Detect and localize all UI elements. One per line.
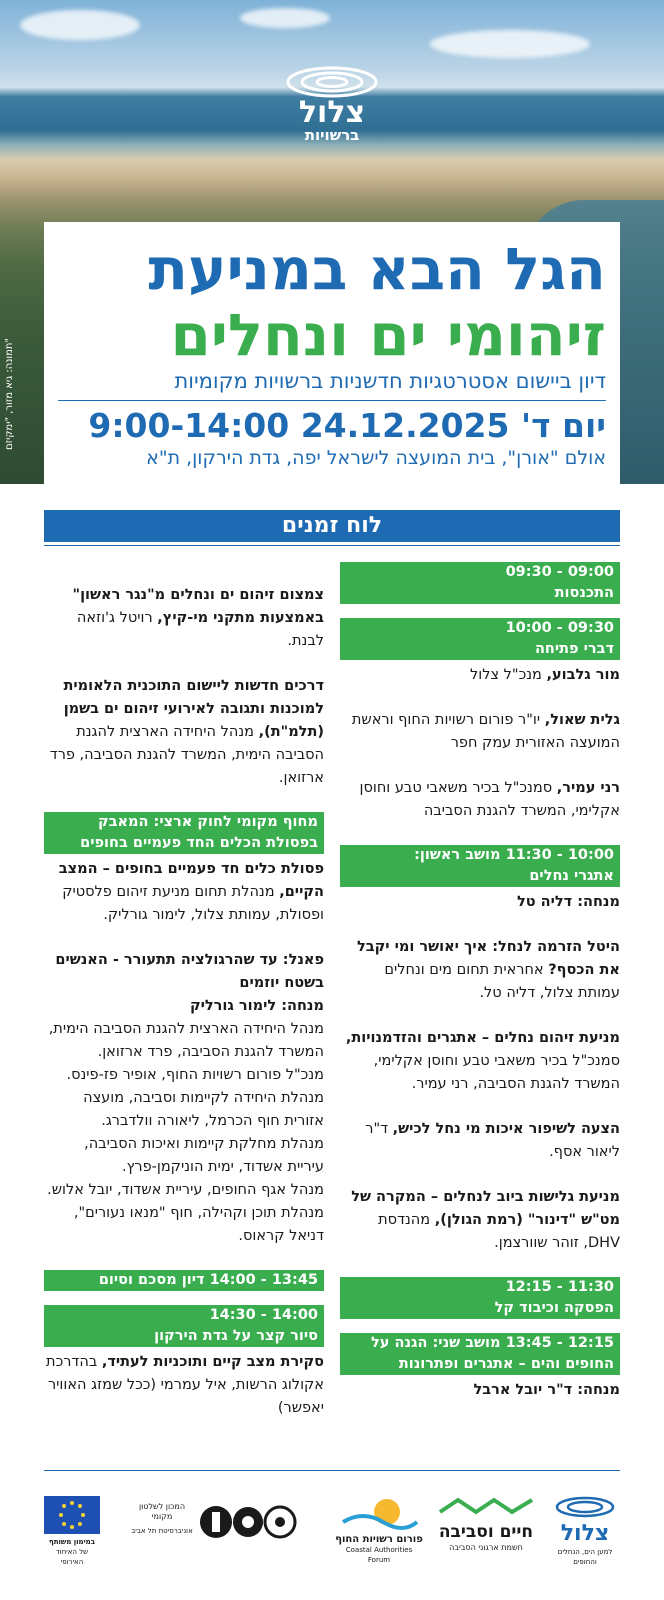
session-time-bar: 09:30 - 10:00 דברי פתיחה (340, 618, 620, 660)
session-item (340, 664, 620, 687)
ripple-icon (286, 66, 378, 98)
speaker-topic: מניעת גלישות ביוב לנחלים – המקרה של מט"ש "דינור" (רמת הגולן), (351, 1189, 620, 1228)
session-item (44, 675, 324, 790)
session-time-bar: 09:00 - 09:30 התכנסות (340, 562, 620, 604)
sun-sea-icon (339, 1496, 419, 1532)
session-item (340, 777, 620, 823)
speaker-topic: צמצום זיהום ים ונחלים מ"נגר ראשון" באמצעות מתקני מי-קיץ, (72, 587, 324, 626)
session-item (340, 1379, 620, 1402)
chaim-vsviva-logo: חיים וסביבה חשמת ארגוני הסביבה (436, 1496, 536, 1553)
speaker-details: יו"ר פורום רשויות החוף וראשת המועצה האזורית עמק חפר (351, 712, 620, 751)
divider (58, 400, 606, 401)
session-item (44, 1351, 324, 1420)
coastal-forum-logo: פורום רשויות החוף Coastal Authorities Forum (334, 1496, 424, 1565)
session-time-bar: 11:30 - 12:15 הפסקה וכיבוד קל (340, 1277, 620, 1319)
speaker-details: מנהלת תחום מניעת זיהום פלסטיק ופסולת, עמותת צלול, לימור גורליק. (62, 884, 324, 923)
divider (44, 545, 620, 546)
tzalul-footer-logo: צלול למען הים, הנחלים והחופים (550, 1496, 620, 1567)
session-item (340, 1186, 620, 1255)
speaker-topic: מנחה: דליה טל (516, 894, 620, 910)
speaker-topic: הצעה לשיפור איכות מי נחל לכיש, (392, 1121, 620, 1137)
divider (44, 1470, 620, 1471)
waves-icon (438, 1496, 534, 1518)
eu-logo: במימון משותף של האיחוד האירופי (44, 1496, 100, 1567)
speaker-topic: סקירת מצב קיים ותוכניות לעתיד, (101, 1354, 324, 1370)
title-line-1: הגל הבא במניעת (148, 235, 606, 303)
eu-flag-icon (44, 1496, 100, 1534)
local-government-institute-logo: המכון לשלטון מקומי אוניברסיטת תל אביב (130, 1502, 300, 1545)
speaker-details: סמנכ"ל בכיר משאבי טבע וחוסן אקלימי, המשרד להגנת הסביבה, רני עמיר. (373, 1053, 620, 1092)
speaker-topic: היטל הזרמה לנחל: איך יאושר ומי יקבל את הכסף? (357, 939, 620, 978)
speaker-details: מנהל היחידה הארצית להגנת הסביבה הימית, המשרד להגנת הסביבה, פרד ארזואן. מנכ"ל פורום רשויות החוף, אופיר פז-פינס. מנהלת היחידה לקיימות וסביבה, מועצה אזורית חוף הכרמל, ליאורה וולדברג. מנהלת מחלקת קיימות ואיכות הסביבה, עיריית אשדוד, ימית הוניקמן-פרץ. מנהל אגף החופים, עיריית אשדוד, יובל אלוש. מנהלת תוכן וקהילה, חוף "מנאו נעורים", דניאל קראוס. (47, 1021, 324, 1244)
speaker-topic: פאנל: עד שהרגולציה תתעורר - האנשים בשטח יוזמים מנחה: לימור גורליק (55, 952, 324, 1014)
session-item (44, 584, 324, 653)
session-time-bar: מחוף מקומי לחוק ארצי: המאבק בפסולת הכלים החד פעמיים בחופים (44, 812, 324, 854)
event-date-time: יום ד' 24.12.2025 9:00-14:00 (88, 406, 606, 445)
tzalul-logo (284, 66, 380, 142)
session-item (340, 936, 620, 1005)
session-item (340, 1027, 620, 1096)
session-item (44, 949, 324, 1248)
speaker-topic: גלית שאול, (544, 712, 620, 728)
session-item (340, 891, 620, 914)
speaker-details: ד"ר ליאור אסף. (365, 1121, 620, 1160)
title-box (44, 222, 620, 484)
logo-name: צלול (298, 95, 366, 130)
speaker-topic: מניעת זיהום נחלים – אתגרים והזדמנויות, (345, 1030, 620, 1046)
footer-logos (44, 1496, 620, 1566)
ripple-icon (555, 1496, 615, 1518)
schedule-column-right (340, 562, 620, 1424)
speaker-details: סמנכ"ל בכיר משאבי טבע וחוסן אקלימי, המשרד להגנת הסביבה (359, 780, 620, 819)
speaker-topic: מור גלבוע, (546, 667, 620, 683)
speaker-details: אחראית תחום מים ונחלים עמותת צלול, דליה טל. (384, 962, 620, 1001)
speaker-details: מהנדסת DHV, זוהר שוורצמן. (378, 1212, 620, 1251)
schedule-heading: לוח זמנים (44, 510, 620, 542)
session-item (44, 858, 324, 927)
session-time-bar: 12:15 - 13:45 מושב שני: הגנה על החופים והים – אתגרים ופתרונות (340, 1333, 620, 1375)
event-venue: אולם "אורן", בית המועצה לישראל יפה, גדת הירקון, ת"א (146, 447, 606, 469)
speaker-details: מנהל היחידה הארצית להגנת הסביבה הימית, המשרד להגנת הסביבה, פרד ארזואן. (49, 724, 324, 786)
speaker-topic: רני עמיר, (556, 780, 620, 796)
session-time-bar: 14:00 - 14:30 סיור קצר על גדת הירקון (44, 1305, 324, 1347)
session-item (340, 709, 620, 755)
speaker-topic: מנחה: ד"ר יובל ארבל (473, 1382, 620, 1398)
session-item (340, 1118, 620, 1164)
event-subtitle: דיון ביישום אסטרטגיות חדשניות ברשויות מקומיות (174, 369, 606, 393)
session-time-bar: 10:00 - 11:30 מושב ראשון: אתגרי נחלים (340, 845, 620, 887)
schedule-column-left (44, 562, 324, 1442)
speaker-details: בהדרכת אקולוג הרשות, איל עמרמי (ככל שמזג האוויר יאפשר) (46, 1354, 324, 1416)
title-line-2: זיהומי ים ונחלים (170, 301, 606, 369)
speaker-details: רויטל ג'וזאה לבנת. (76, 610, 324, 649)
logo-sub: ברשויות (304, 126, 360, 144)
photo-credit: תמונה: גיא מזור, "ימקיזם" (4, 337, 15, 450)
speaker-topic: פסולת כלים חד פעמיים בחופים – המצב הקיים, (58, 861, 324, 900)
speaker-topic: דרכים חדשות ליישום התוכנית הלאומית למוכנות ותגובה לאירועי זיהום ים בשמן (תלמ"ת), (63, 678, 324, 740)
speaker-details: מנכ"ל צלול (470, 667, 547, 683)
session-time-bar: 13:45 - 14:00 דיון מסכם וסיום (44, 1270, 324, 1291)
